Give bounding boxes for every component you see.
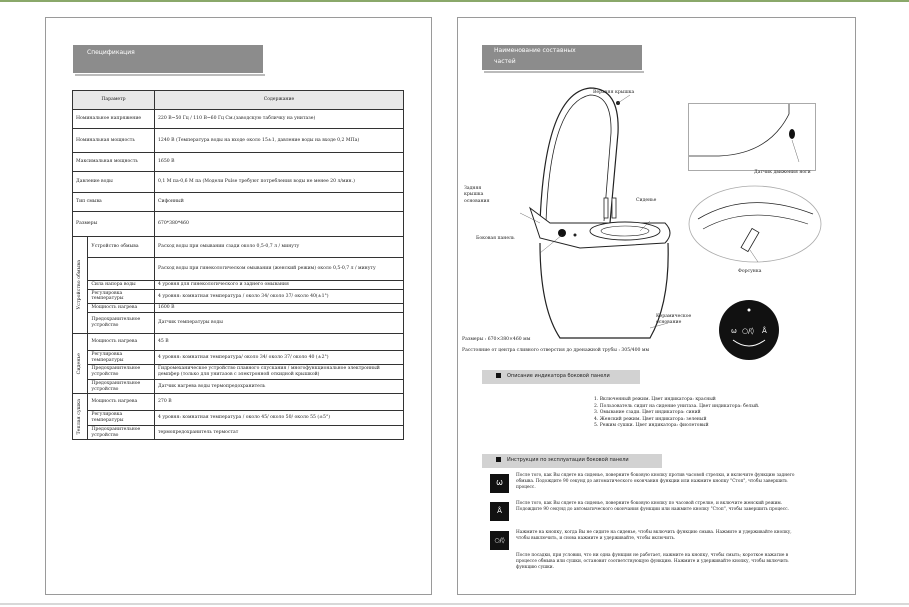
- col-param: Параметр: [73, 91, 155, 110]
- table-row: Регулировка температуры 4 уровня: комнатная температура / около 45/ около 50/ около 55 (±5°): [73, 411, 404, 425]
- top-frame-line: [0, 0, 909, 2]
- flush-stop-icon: ○/◊: [490, 531, 509, 550]
- side-panel-knob[interactable]: [719, 300, 779, 360]
- table-row: Расход воды при гинекологическом омывании (женский режим) около 0,5-0,7 л / минуту: [73, 258, 404, 281]
- foot-sensor-detail: [688, 103, 816, 171]
- label-top-lid: Верхняя крышка: [593, 90, 635, 95]
- spec-table: [72, 90, 404, 440]
- instruction-feminine-wash: После того, как Вы сядете на сиденье, поверните боковую кнопку по часовой стрелке, и включите женский режим. Подождите 90 секунд до автоматического окончания функции или нажмите кнопку "Стоп", чтобы завершить процесс.: [516, 501, 789, 512]
- table-row: Предохранительное устройство Гидромеханическое устройство плавного спускания / многофункциональное электронный демпфер (только для унитазов с электронной откидной крышкой): [73, 365, 404, 379]
- label-side-panel: Боковая панель: [476, 236, 515, 241]
- group-label-seat: Сиденье: [77, 352, 83, 375]
- table-row: Сиденье Мощность нагрева 45 В: [73, 333, 404, 350]
- bullet-square-icon: [496, 457, 501, 462]
- dimensions-text: Размеры : 670×380×460 мм: [462, 337, 531, 342]
- table-row: Устройство обмыва Устройство обмыва Расход воды при омывании сзади около 0,5-0,7 л / минуту: [73, 237, 404, 258]
- table-row: Тип смыва Сифонный: [73, 193, 404, 212]
- indicator-list: [594, 397, 759, 430]
- foot-sensor-drawing: [689, 104, 815, 170]
- toilet-illustration: [500, 73, 690, 343]
- list-item: 4. Женский режим. Цвет индикатора: зеленый: [594, 416, 707, 422]
- label-nozzle: Форсунка: [738, 269, 762, 274]
- table-row: Сила напора воды 4 уровня для гинекологического и заднего омывания: [73, 281, 404, 290]
- instructions-section-title: Инструкция по эксплуатации боковой панели: [496, 457, 629, 463]
- table-row: Теплая сушка Мощность нагрева 270 В: [73, 394, 404, 411]
- indicator-section-title: Описание индикатора боковой панели: [496, 373, 610, 379]
- label-ceramic-base: Керамическое основание: [656, 314, 692, 326]
- table-row: Размеры 670*380*460: [73, 212, 404, 237]
- svg-text:Å: Å: [762, 327, 767, 335]
- instruction-flush: Нажмите на кнопку, когда Вы не сидите на сиденье, чтобы включить функцию смыва. Нажмите и удерживайте кнопку, чтобы выключить, и снова нажмите и удерживайте, чтобы включить.: [516, 530, 792, 541]
- label-rear-cover: Задняя крышка основания: [464, 186, 490, 204]
- table-row: Предохранительное устройство Датчик нагрева воды термопредохранитель: [73, 379, 404, 393]
- parts-header: Наименование составных частей: [482, 45, 642, 70]
- table-row: Максимальная мощность 1650 В: [73, 153, 404, 172]
- list-item: 1. Включенный режим. Цвет индикатора: красный: [594, 397, 716, 402]
- table-row: Мощность нагрева 1600 В: [73, 304, 404, 313]
- table-row: Регулировка температуры 4 уровня: комнатная температура/ около 34/ около 37/ около 40 (±2°): [73, 350, 404, 364]
- spec-header: Спецификация: [73, 45, 263, 73]
- instruction-rear-wash: После того, как Вы сядете на сиденье, поверните боковую кнопку против часовой стрелки, и включите функцию заднего обмыва. Подождите 90 секунд до автоматического окончания функции или нажмите кнопку "Стоп", чтобы завершить процесс.: [516, 473, 795, 490]
- svg-text:○/◊: ○/◊: [742, 327, 754, 335]
- col-content: Содержание: [155, 91, 404, 110]
- svg-text:ѡ: ѡ: [731, 327, 737, 335]
- spec-page: [45, 17, 432, 595]
- bullet-square-icon: [496, 373, 501, 378]
- list-item: 2. Пользователь сидит на сидение унитаза. Цвет индикатора: белый.: [594, 403, 760, 409]
- list-item: 3. Омывание сзади. Цвет индикатора: синий: [594, 410, 701, 416]
- table-row: Давление воды 0,1 М па-0,6 М па (Модели Pulse требуют потребления воды не менее 20 л/мин.): [73, 172, 404, 193]
- table-row: Номинальная мощность 1240 В (Температура воды на входе около 15±1, давление воды на входе 0,2 МПа): [73, 129, 404, 153]
- instruction-dry: После посадки, при условии, что ни одна функция не работает, нажмите на кнопку, чтобы смыть; короткое нажатие в процессе обмыва или сушки, остановит соответствующую функцию. Нажмите и удерживайте кнопку, чтобы включить функцию сушки.: [516, 553, 789, 570]
- group-label-drying: Теплая сушка: [77, 399, 83, 435]
- table-row: Регулировка температуры 4 уровня: комнатная температура / около 34/ около 37/ около 40(±1°): [73, 289, 404, 303]
- drain-distance-text: Расстояние от центра сливного отверстия до дренажной трубы : 305/400 мм: [462, 348, 650, 353]
- parts-page: [457, 17, 856, 595]
- label-foot-sensor: Датчик движения ноги: [754, 170, 811, 175]
- group-label-washing: Устройство обмыва: [77, 260, 83, 310]
- table-row: Предохранительное устройство термопредохранитель термостат: [73, 425, 404, 439]
- feminine-wash-icon: Å: [490, 502, 509, 521]
- bottom-frame-line: [0, 603, 909, 605]
- table-row: Номинальное напряжение 220 В~50 Гц / 110 В~60 Гц См.(заводскую табличку на унитазе): [73, 110, 404, 129]
- nozzle-detail: [688, 184, 823, 264]
- label-seat: Сиденье: [636, 198, 657, 203]
- list-item: 5. Режим сушки. Цвет индикатора: фиолетовый: [594, 423, 709, 429]
- spec-table-header: [73, 91, 404, 110]
- table-row: Предохранительное устройство Датчик температуры воды: [73, 312, 404, 333]
- rear-wash-icon: Ѡ: [490, 474, 509, 493]
